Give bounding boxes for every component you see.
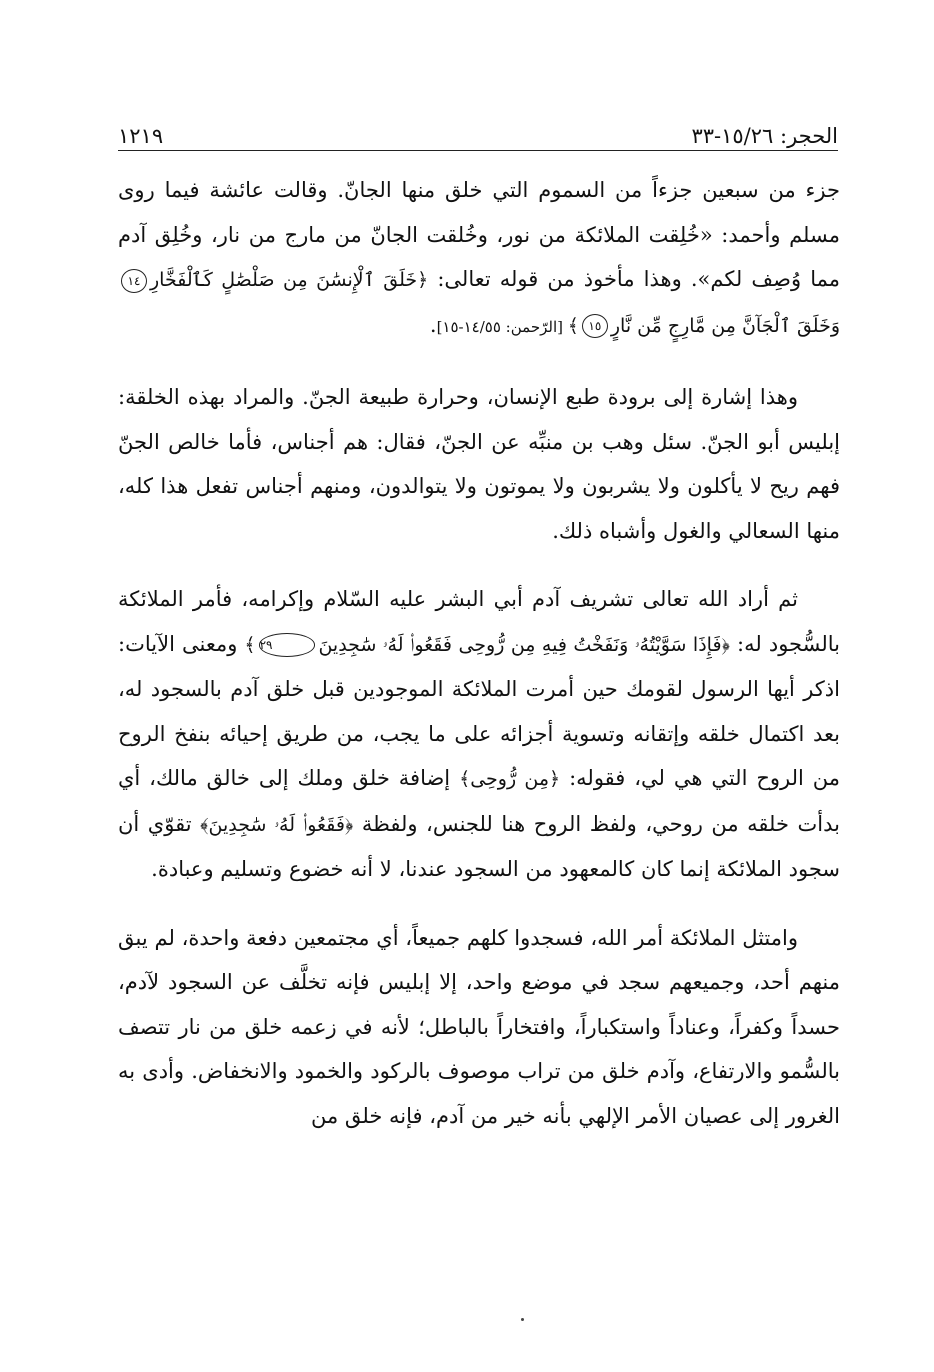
- text-segment: وهذا إشارة إلى برودة طبع الإنسان، وحرارة طبيعة الجنّ. والمراد بهذه الخلقة: إبليس أبو الجنّ. سئل وهب بن منبِّه عن الجنّ، فقال: هم أجناس، فأما خالص الجنّ فهم ريح لا يأكلون ولا يشربون ولا يموتون ولا يتوالدون، ومنهم أجناس تفعل هذا كله، منها السعالي والغول وأشباه ذلك.: [118, 385, 840, 543]
- paragraph-1: [118, 168, 840, 349]
- paragraph-3: [118, 577, 840, 892]
- text-segment: جزء من سبعين جزءاً من السموم التي خلق منها الجانّ. وقالت عائشة فيما روى مسلم وأحمد: «خُلِقت الملائكة من نور، وخُلقت الجانّ من مارج من نار، وخُلِق آدم مما وُصِف لكم». وهذا مأخوذ من قوله تعالى:: [118, 178, 840, 291]
- ayah-number-marker: ١٤: [121, 269, 147, 293]
- quran-verse: ﴿مِن رُّوحِى﴾: [459, 768, 561, 790]
- text-segment: ومعنى الآيات: اذكر أيها الرسول لقومك حين أمرت الملائكة الموجودين قبل خلق آدم بالسجود له، بعد اكتمال خلقه وإتقانه وتسوية أجزائه على ما يجب، من طريق إحيائه بنفخ الروح من الروح التي هي لي، فقوله:: [118, 631, 840, 790]
- page-body: [118, 168, 840, 1138]
- chapter-title: الحجر: ١٥/٢٦-٣٣: [691, 124, 838, 148]
- ayah-number-marker: ١٥: [582, 314, 608, 338]
- quran-close-bracket: ﴾: [244, 633, 256, 656]
- verse-reference: [الرّحمن: ١٤/٥٥-١٥]: [436, 317, 568, 336]
- text-segment: تقوّي أن سجود الملائكة إنما كان كالمعهود من السجود عندنا، لا أنه خضوع وتسليم وعبادة.: [118, 811, 840, 881]
- text-segment: وامتثل الملائكة أمر الله، فسجدوا كلهم جميعاً، أي مجتمعين دفعة واحدة، لم يبق منهم أحد، وجميعهم سجد في موضع واحد، إلا إبليس فإنه تخلَّف عن السجود لآدم، حسداً وكفراً، وعناداً واستكباراً، وافتخاراً بالباطل؛ لأنه في زعمه خلق من نار تتصف بالسُّمو والارتفاع، وآدم خلق من تراب موصوف بالركود والخمود والانخفاض. وأدى به الغرور إلى عصيان الأمر الإلهي بأنه خير من آدم، فإنه خلق من: [118, 925, 840, 1128]
- quran-verse: ﴿خَلَقَ ٱلْإِنسَٰنَ مِن صَلْصَٰلٍ كَٱلْفَخَّارِ: [150, 269, 429, 291]
- quran-verse: ﴿فَقَعُوا۟ لَهُۥ سَٰجِدِينَ﴾: [200, 813, 354, 836]
- text-segment: ثم أراد الله تعالى تشريف آدم أبي البشر عليه السّلام وإكرامه، فأمر الملائكة بالسُّجود له:: [118, 587, 840, 656]
- paragraph-4: [118, 916, 840, 1139]
- text-segment: إضافة خلق وملك إلى خالق مالك، أي بدأت خلقه من روحي، ولفظ الروح هنا للجنس، ولفظة: [118, 766, 840, 836]
- page-header: [118, 114, 838, 148]
- page-number: ١٢١٩: [118, 124, 164, 148]
- text-segment: .: [429, 312, 437, 337]
- page-speck: [521, 1318, 524, 1321]
- quran-verse: ﴿فَإِذَا سَوَّيْتُهُۥ وَنَفَخْتُ فِيهِ مِن رُّوحِى فَقَعُوا۟ لَهُۥ سَٰجِدِينَ: [318, 633, 730, 656]
- header-divider: [118, 150, 838, 151]
- paragraph-2: [118, 375, 840, 553]
- quran-verse: وَخَلَقَ ٱلْجَآنَّ مِن مَّارِجٍ مِّن نَّارٍ: [610, 314, 840, 337]
- quran-close-bracket: ﴾: [567, 314, 579, 337]
- ayah-number-marker: ٢٩: [259, 633, 316, 657]
